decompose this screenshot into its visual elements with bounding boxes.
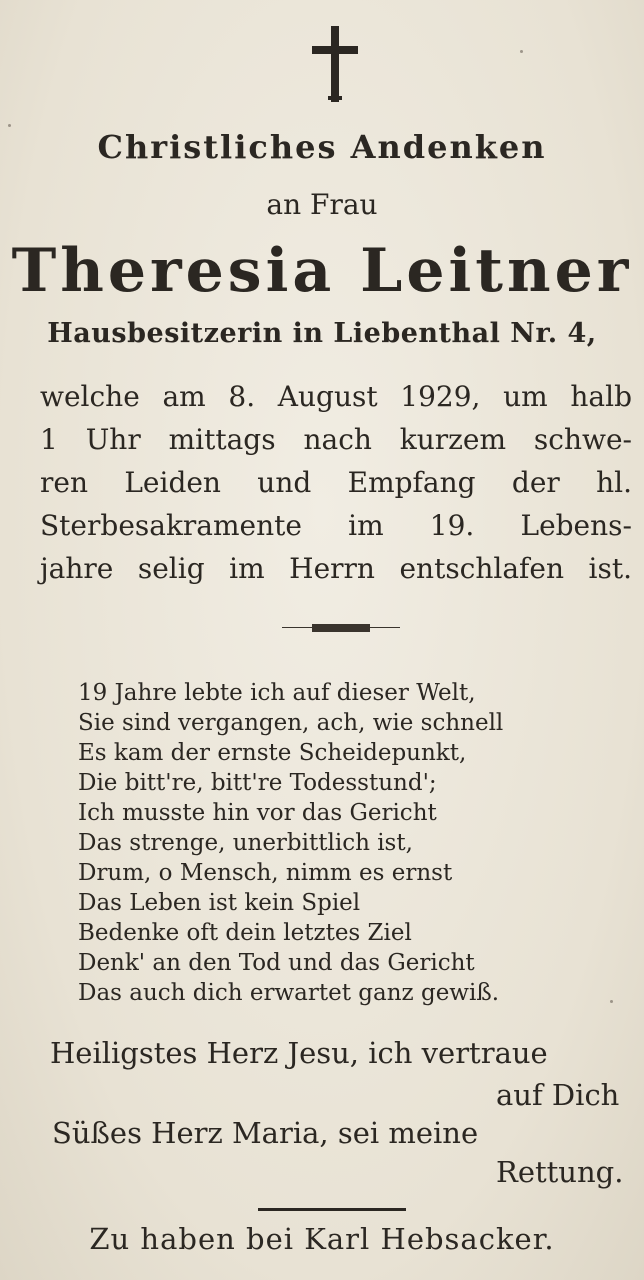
announcement-line: 1 Uhr mittags nach kurzem schwe-	[40, 423, 632, 456]
announcement-text	[40, 375, 632, 590]
memorial-poem	[78, 678, 598, 1008]
publisher-line: Zu haben bei Karl Hebsacker.	[89, 1222, 555, 1256]
occupation-line: Hausbesitzerin in Liebenthal Nr. 4,	[47, 318, 597, 349]
announcement-line: welche am 8. August 1929, um halb	[40, 380, 632, 413]
latin-cross-icon	[312, 26, 358, 102]
prayer-immaculate-heart: Süßes Herz Maria, sei meine	[52, 1116, 479, 1150]
poem-line: Bedenke oft dein letztes Ziel	[78, 920, 412, 946]
poem-line: Die bitt're, bitt're Todesstund';	[78, 770, 437, 796]
paper-speck	[520, 50, 523, 53]
announcement-line: jahre selig im Herrn entschlafen ist.	[40, 552, 632, 585]
prayer-immaculate-heart-cont: Rettung.	[496, 1155, 624, 1189]
poem-line: Drum, o Mensch, nimm es ernst	[78, 860, 453, 886]
poem-line: Das strenge, unerbittlich ist,	[78, 830, 413, 856]
paper-speck	[610, 1000, 613, 1003]
poem-line: Ich musste hin vor das Gericht	[78, 800, 437, 826]
prayer-sacred-heart-cont: auf Dich	[496, 1078, 620, 1112]
intro-line: an Frau	[266, 188, 378, 221]
poem-line: 19 Jahre lebte ich auf dieser Welt,	[78, 680, 476, 706]
poem-line: Das auch dich erwartet ganz gewiß.	[78, 980, 500, 1006]
paper-speck	[8, 124, 11, 127]
deceased-name: Theresia Leitner	[11, 236, 633, 306]
footer-rule	[258, 1208, 406, 1211]
poem-line: Sie sind vergangen, ach, wie schnell	[78, 710, 504, 736]
poem-line: Das Leben ist kein Spiel	[78, 890, 361, 916]
announcement-line: ren Leiden und Empfang der hl.	[40, 466, 632, 499]
card-heading: Christliches Andenken	[97, 128, 547, 166]
poem-line: Es kam der ernste Scheidepunkt,	[78, 740, 467, 766]
poem-line: Denk' an den Tod und das Gericht	[78, 950, 475, 976]
ornament-divider	[282, 623, 400, 633]
prayer-sacred-heart: Heiligstes Herz Jesu, ich vertraue	[50, 1036, 548, 1070]
announcement-line: Sterbesakramente im 19. Lebens-	[40, 509, 632, 542]
